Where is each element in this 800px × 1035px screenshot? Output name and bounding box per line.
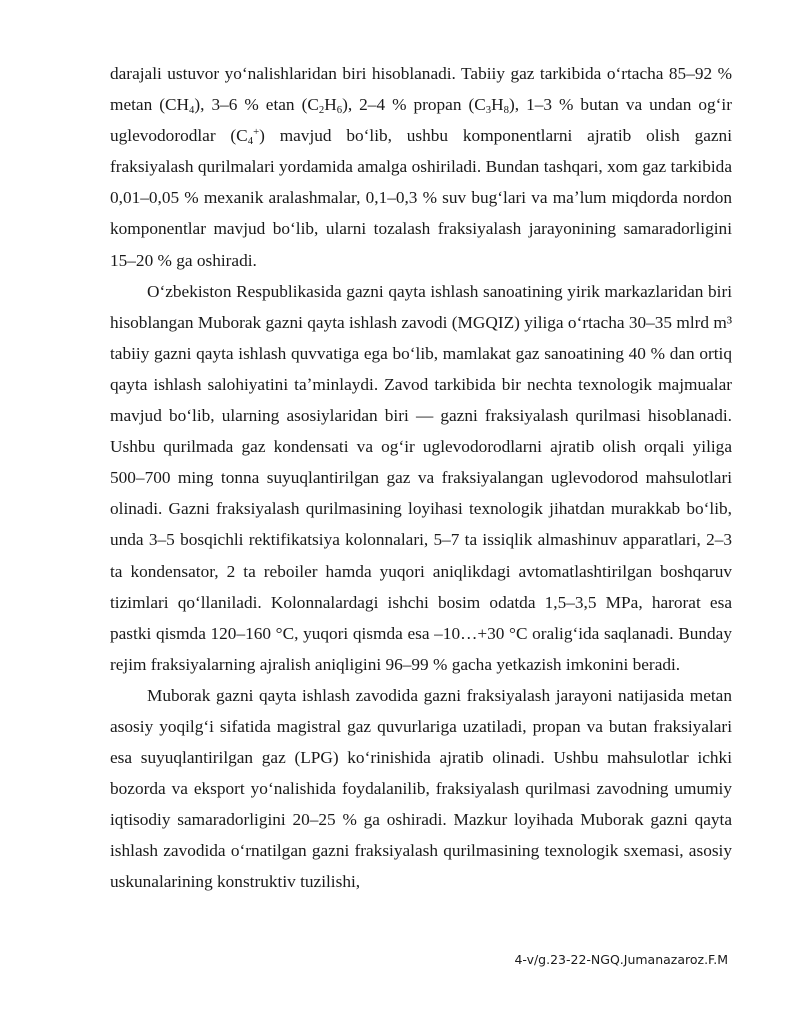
text-run: darajali ustuvor yoʻnalishlaridan biri hisoblanadi. Tabiiy gaz tarkibida oʻrtacha 85–92 % metan (CH	[110, 64, 732, 115]
text-run: H	[491, 95, 504, 115]
paragraph-1	[110, 58, 732, 276]
subscript: 2	[318, 104, 325, 117]
text-run: H	[324, 95, 337, 115]
superscript: +	[253, 126, 260, 139]
page-footer: 4-v/g.23-22-NGQ.Jumanazaroz.F.M	[514, 952, 728, 967]
subscript: 8	[503, 104, 509, 117]
paragraph-2: Oʻzbekiston Respublikasida gazni qayta ishlash sanoatining yirik markazlaridan biri hisoblangan Muborak gazni qayta ishlash zavodi (MGQIZ) yiliga oʻrtacha 30–35 mlrd m³ tabiiy gazni qayta ishlash quvvatiga ega boʻlib, mamlakat gaz sanoatining 40 % dan ortiq qayta ishlash salohiyatini taʼminlaydi. Zavod tarkibida bir nechta texnologik majmualar mavjud boʻlib, ularning asosiylaridan biri — gazni fraksiyalash qurilmasi hisoblanadi. Ushbu qurilmada gaz kondensati va ogʻir uglevodorodlarni ajratib olish orqali yiliga 500–700 ming tonna suyuqlantirilgan gaz va fraksiyalangan uglevodorod mahsulotlari olinadi. Gazni fraksiyalash qurilmasining loyihasi texnologik jihatdan murakkab boʻlib, unda 3–5 bosqichli rektifikatsiya kolonnalari, 5–7 ta issiqlik almashinuv apparatlari, 2–3 ta kondensator, 2 ta reboiler hamda yuqori aniqlikdagi avtomatlashtirilgan boshqaruv tizimlari qoʻllaniladi. Kolonnalardagi ishchi bosim odatda 1,5–3,5 MPa, harorat esa pastki qismda 120–160 °C, yuqori qismda esa –10…+30 °C oraligʻida saqlanadi. Bunday rejim fraksiyalarning ajralish aniqligini 96–99 % gacha yetkazish imkonini beradi.	[110, 281, 732, 674]
subscript: 6	[336, 104, 343, 117]
subscript: 3	[485, 104, 492, 117]
text-run: ), 1–3 % butan va undan ogʻir uglevodorodlar (C	[110, 95, 732, 146]
text-run: ) mavjud boʻlib, ushbu komponentlarni ajratib olish gazni fraksiyalash qurilmalari yordamida amalga oshiriladi. Bundan tashqari, xom gaz tarkibida 0,01–0,05 % mexanik aralashmalar, 0,1–0,3 % suv bugʻlari va maʼlum miqdorda nordon komponentlar mavjud boʻlib, ularni tozalash fraksiyalash jarayonining samaradorligini 15–20 % ga oshiradi.	[110, 126, 732, 270]
document-body	[110, 58, 732, 898]
paragraph-3: Muborak gazni qayta ishlash zavodida gazni fraksiyalash jarayoni natijasida metan asosiy yoqilgʻi sifatida magistral gaz quvurlariga uzatiladi, propan va butan fraksiyalari esa suyuqlantirilgan gaz (LPG) koʻrinishida ajratib olinadi. Ushbu mahsulotlar ichki bozorda va eksport yoʻnalishida foydalanilib, fraksiyalash qurilmasi zavodning umumiy iqtisodiy samaradorligini 20–25 % ga oshiradi. Mazkur loyihada Muborak gazni qayta ishlash zavodida oʻrnatilgan gazni fraksiyalash qurilmasining texnologik sxemasi, asosiy uskunalarining konstruktiv tuzilishi,	[110, 685, 732, 892]
text-run: ), 3–6 % etan (C	[194, 95, 319, 115]
subscript: 4	[189, 104, 195, 117]
subscript: 4	[247, 135, 254, 148]
text-run: ), 2–4 % propan (C	[342, 95, 486, 115]
